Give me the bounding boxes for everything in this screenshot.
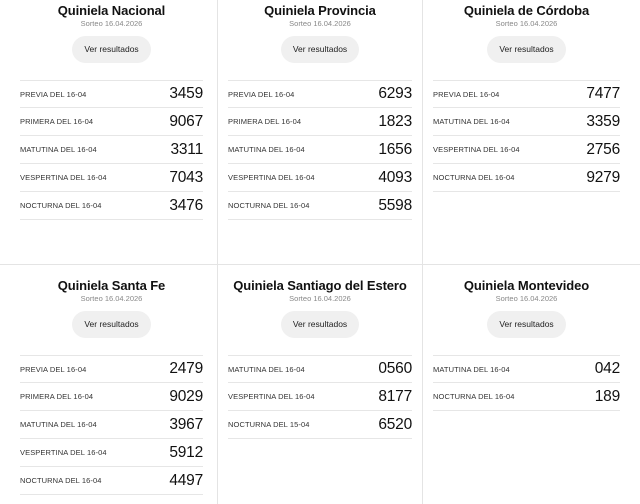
winning-number: 9029 [169, 387, 203, 405]
result-row[interactable] [228, 164, 412, 192]
winning-number: 3311 [170, 140, 203, 158]
view-results-button[interactable]: Ver resultados [281, 36, 359, 63]
result-row[interactable] [20, 383, 203, 411]
draw-label: NOCTURNA DEL 16-04 [20, 476, 102, 485]
draw-label: NOCTURNA DEL 16-04 [228, 201, 310, 210]
result-row[interactable] [228, 383, 412, 411]
winning-number: 189 [594, 387, 620, 405]
winning-number: 6520 [378, 415, 412, 433]
result-row[interactable] [228, 108, 412, 136]
results-list [433, 355, 620, 411]
card-cordoba [423, 0, 640, 264]
winning-number: 4093 [378, 168, 412, 186]
draw-label: NOCTURNA DEL 15-04 [228, 420, 310, 429]
results-list [228, 80, 412, 220]
view-results-button[interactable]: Ver resultados [487, 36, 565, 63]
result-row[interactable] [20, 411, 203, 439]
button-wrapper [20, 311, 203, 338]
winning-number: 042 [594, 360, 620, 377]
draw-label: PRIMERA DEL 16-04 [20, 117, 94, 126]
winning-number: 7043 [169, 168, 203, 186]
card-title: Quiniela Nacional [57, 3, 166, 18]
draw-label: VESPERTINA DEL 16-04 [228, 392, 315, 401]
result-row[interactable] [20, 80, 203, 108]
result-row[interactable] [433, 80, 620, 108]
winning-number: 3476 [169, 196, 203, 214]
card-santiago-del-estero [217, 264, 423, 504]
result-row[interactable] [20, 192, 203, 220]
draw-label: MATUTINA DEL 16-04 [433, 117, 510, 126]
card-nacional [0, 0, 217, 264]
result-row[interactable] [20, 467, 203, 495]
results-list [20, 80, 203, 220]
card-title: Quiniela Montevideo [463, 278, 590, 293]
draw-label: VESPERTINA DEL 16-04 [228, 173, 315, 182]
winning-number: 7477 [586, 85, 620, 102]
draw-label: PREVIA DEL 16-04 [20, 364, 87, 374]
draw-label: VESPERTINA DEL 16-04 [20, 448, 107, 457]
draw-label: MATUTINA DEL 16-04 [228, 145, 305, 154]
view-results-button[interactable]: Ver resultados [281, 311, 359, 338]
results-list [228, 355, 412, 439]
card-montevideo [423, 264, 640, 504]
result-row[interactable] [228, 136, 412, 164]
winning-number: 6293 [378, 85, 412, 102]
draw-label: MATUTINA DEL 16-04 [20, 420, 97, 429]
winning-number: 3359 [586, 112, 620, 130]
draw-label: NOCTURNA DEL 16-04 [433, 173, 515, 182]
result-row[interactable] [433, 383, 620, 411]
draw-label: VESPERTINA DEL 16-04 [20, 173, 107, 182]
winning-number: 3459 [169, 85, 203, 102]
card-provincia [217, 0, 423, 264]
winning-number: 3967 [169, 415, 203, 433]
draw-date: Sorteo 16.04.2026 [80, 294, 143, 303]
draw-label: VESPERTINA DEL 16-04 [433, 145, 520, 154]
draw-label: MATUTINA DEL 16-04 [20, 145, 97, 154]
winning-number: 2479 [169, 360, 203, 377]
button-wrapper [20, 36, 203, 63]
result-row[interactable] [20, 355, 203, 383]
results-list [433, 80, 620, 192]
winning-number: 9067 [169, 112, 203, 130]
card-title: Quiniela Santa Fe [57, 278, 166, 293]
winning-number: 1656 [378, 140, 412, 158]
draw-date: Sorteo 16.04.2026 [495, 19, 558, 28]
result-row[interactable] [228, 80, 412, 108]
winning-number: 9279 [586, 168, 620, 186]
draw-label: PREVIA DEL 16-04 [228, 89, 295, 99]
result-row[interactable] [433, 108, 620, 136]
card-title: Quiniela de Córdoba [463, 3, 590, 18]
view-results-button[interactable]: Ver resultados [72, 36, 150, 63]
result-row[interactable] [20, 108, 203, 136]
result-row[interactable] [433, 355, 620, 383]
draw-label: NOCTURNA DEL 16-04 [20, 201, 102, 210]
view-results-button[interactable]: Ver resultados [72, 311, 150, 338]
winning-number: 1823 [378, 112, 412, 130]
winning-number: 4497 [169, 471, 203, 489]
draw-label: PRIMERA DEL 16-04 [228, 117, 302, 126]
draw-date: Sorteo 16.04.2026 [80, 19, 143, 28]
draw-date: Sorteo 16.04.2026 [289, 19, 351, 28]
winning-number: 8177 [378, 387, 412, 405]
card-santa-fe [0, 264, 217, 504]
result-row[interactable] [433, 136, 620, 164]
button-wrapper [433, 36, 620, 63]
result-row[interactable] [20, 136, 203, 164]
result-row[interactable] [20, 439, 203, 467]
winning-number: 5598 [378, 196, 412, 214]
button-wrapper [433, 311, 620, 338]
view-results-button[interactable]: Ver resultados [487, 311, 565, 338]
draw-label: PREVIA DEL 16-04 [20, 89, 87, 99]
card-title: Quiniela Provincia [264, 3, 376, 18]
draw-label: NOCTURNA DEL 16-04 [433, 392, 515, 401]
result-row[interactable] [20, 164, 203, 192]
draw-date: Sorteo 16.04.2026 [289, 294, 351, 303]
result-row[interactable] [433, 164, 620, 192]
card-title: Quiniela Santiago del Estero [233, 278, 407, 293]
results-list [20, 355, 203, 495]
result-row[interactable] [228, 411, 412, 439]
winning-number: 5912 [169, 443, 203, 461]
draw-date: Sorteo 16.04.2026 [495, 294, 558, 303]
result-row[interactable] [228, 355, 412, 383]
draw-label: PRIMERA DEL 16-04 [20, 392, 94, 401]
button-wrapper [228, 36, 412, 63]
result-row[interactable] [228, 192, 412, 220]
button-wrapper [228, 311, 412, 338]
draw-label: MATUTINA DEL 16-04 [228, 364, 305, 374]
draw-label: MATUTINA DEL 16-04 [433, 364, 510, 374]
winning-number: 0560 [378, 360, 412, 377]
draw-label: PREVIA DEL 16-04 [433, 89, 500, 99]
winning-number: 2756 [586, 140, 620, 158]
